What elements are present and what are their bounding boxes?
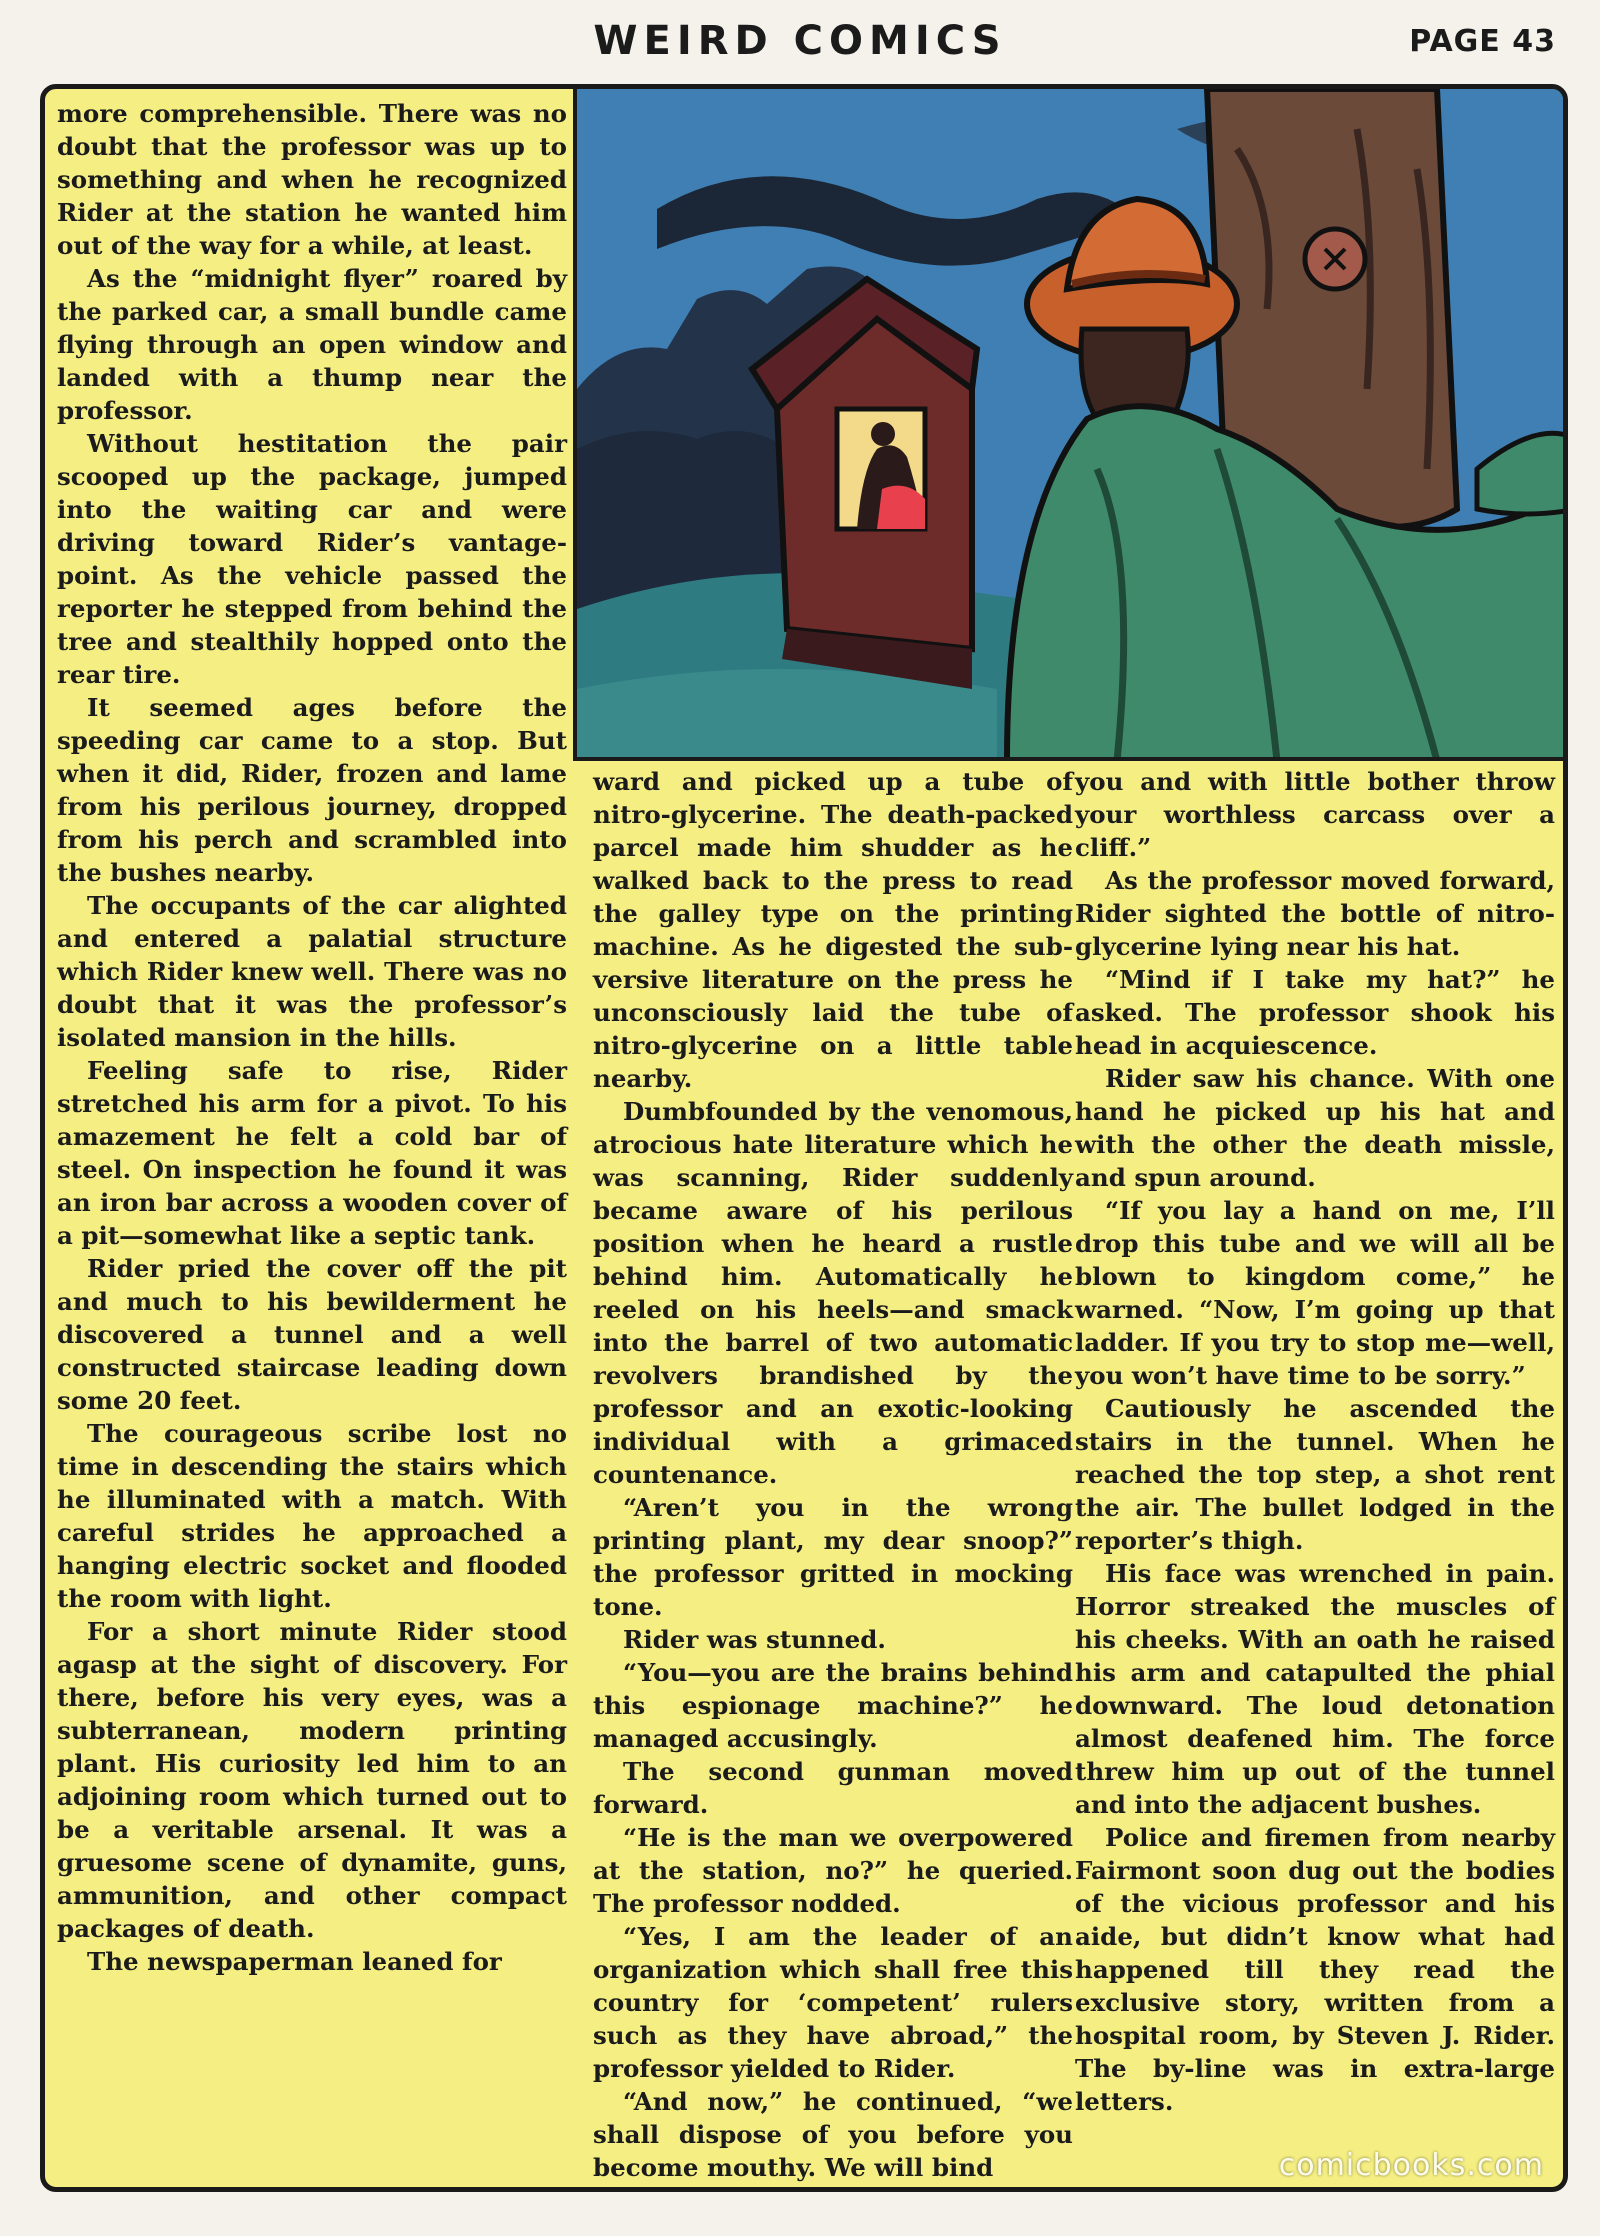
story-paragraph: Rider pried the cover off the pit and much to his bewilderment he discovered a tunnel and a well constructed staircase leading down some 20 feet. <box>57 1254 567 1415</box>
story-paragraph: Dumbfounded by the venomous, atrocious hate literature which he was scanning, Rider suddenly became aware of his perilous position when he heard a rustle behind him. Automatically he reeled on his heels—and smack into the barrel of two automatic revolvers brandished by the professor and an exotic-looking individual with a grimaced countenance. <box>593 1097 1073 1489</box>
story-paragraph: Police and firemen from nearby Fairmont soon dug out the bodies of the vicious professor and his aide, but didn’t know what had happened till they read the exclusive story, written from a hospital room, by Steven J. Rider. The by-line was in extra-large letters. <box>1075 1823 1555 2116</box>
illustration-panel <box>573 89 1568 761</box>
story-paragraph: “And now,” he continued, “we shall dispose of you before you become mouthy. We will bind <box>593 2087 1073 2182</box>
story-paragraph: Cautiously he ascended the stairs in the tunnel. When he reached the top step, a shot rent the air. The bullet lodged in the reporter’s thigh. <box>1075 1394 1555 1555</box>
comic-page <box>40 84 1568 2192</box>
story-paragraph: It seemed ages before the speeding car came to a stop. But when it did, Rider, frozen and lame from his perilous journey, dropped from his perch and scrambled into the bushes nearby. <box>57 693 567 887</box>
story-paragraph: The courageous scribe lost no time in descending the stairs which he illuminated with a match. With careful strides he approached a hanging electric socket and flooded the room with light. <box>57 1419 567 1613</box>
story-paragraph: “If you lay a hand on me, I’ll drop this tube and we will all be blown to kingdom come,” he warned. “Now, I’m going up that ladder. If you try to stop me—well, you won’t have time to be sorry.” <box>1075 1196 1555 1390</box>
story-paragraph: As the professor moved forward, Rider sighted the bottle of nitro-glycerine lying near his hat. <box>1075 866 1555 961</box>
page-number: PAGE 43 <box>1409 24 1556 59</box>
story-paragraph: you and with little bother throw your worthless carcass over a cliff.” <box>1075 767 1555 862</box>
story-paragraph: “He is the man we overpowered at the station, no?” he queried. The professor nodded. <box>593 1823 1073 1918</box>
text-column-1 <box>57 97 567 2187</box>
watermark: comicbooks.com <box>1278 2148 1544 2183</box>
story-paragraph: His face was wrenched in pain. Horror streaked the muscles of his cheeks. With an oath he raised his arm and catapulted the phial downward. The loud detonation almost deafened him. The force threw him up out of the tunnel and into the adjacent bushes. <box>1075 1559 1555 1819</box>
text-column-2 <box>593 765 1073 2185</box>
illustration-man-watching-shed <box>577 89 1568 761</box>
magazine-title: WEIRD COMICS <box>593 18 1007 64</box>
story-paragraph: “Aren’t you in the wrong printing plant, my dear snoop?” the professor gritted in mocking tone. <box>593 1493 1073 1621</box>
story-paragraph: Without hestitation the pair scooped up the package, jumped into the waiting car and were driving toward Rider’s vantage-point. As the vehicle passed the reporter he stepped from behind the tree and stealthily hopped onto the rear tire. <box>57 429 567 689</box>
story-paragraph: “Mind if I take my hat?” he asked. The professor shook his head in acquiescence. <box>1075 965 1555 1060</box>
story-paragraph: Rider was stunned. <box>623 1625 886 1654</box>
story-paragraph: “You—you are the brains behind this espionage machine?” he managed accusingly. <box>593 1658 1073 1753</box>
story-paragraph: As the “midnight flyer” roared by the parked car, a small bundle came flying through an open window and landed with a thump near the professor. <box>57 264 567 425</box>
story-paragraph: For a short minute Rider stood agasp at the sight of discovery. For there, before his very eyes, was a subterranean, modern printing plant. His curiosity led him to an adjoining room which turned out to be a veritable arsenal. It was a gruesome scene of dynamite, guns, ammunition, and other compact packages of death. <box>57 1617 567 1943</box>
story-paragraph: The second gunman moved forward. <box>593 1757 1073 1819</box>
story-paragraph: more comprehensible. There was no doubt that the professor was up to something and when he recognized Rider at the station he wanted him out of the way for a while, at least. <box>57 99 567 260</box>
masthead <box>0 0 1600 80</box>
text-column-3 <box>1075 765 1555 2185</box>
story-paragraph: The occupants of the car alighted and entered a palatial structure which Rider knew well. There was no doubt that it was the professor’s isolated mansion in the hills. <box>57 891 567 1052</box>
story-paragraph: “Yes, I am the leader of an organization which shall free this country for ‘competent’ rulers such as they have abroad,” the professor yielded to Rider. <box>593 1922 1073 2083</box>
story-paragraph: The newspaperman leaned for <box>87 1947 502 1976</box>
story-paragraph: Rider saw his chance. With one hand he picked up his hat and with the other the death missle, and spun around. <box>1075 1064 1555 1192</box>
story-paragraph: Feeling safe to rise, Rider stretched his arm for a pivot. To his amazement he felt a cold bar of steel. On inspection he found it was an iron bar across a wooden cover of a pit—somewhat like a septic tank. <box>57 1056 567 1250</box>
story-paragraph: ward and picked up a tube of nitro-glycerine. The death-packed parcel made him shudder as he walked back to the press to read the galley type on the printing machine. As he digested the subversive literature on the press he unconsciously laid the tube of nitro-glycerine on a little table nearby. <box>593 767 1073 1093</box>
